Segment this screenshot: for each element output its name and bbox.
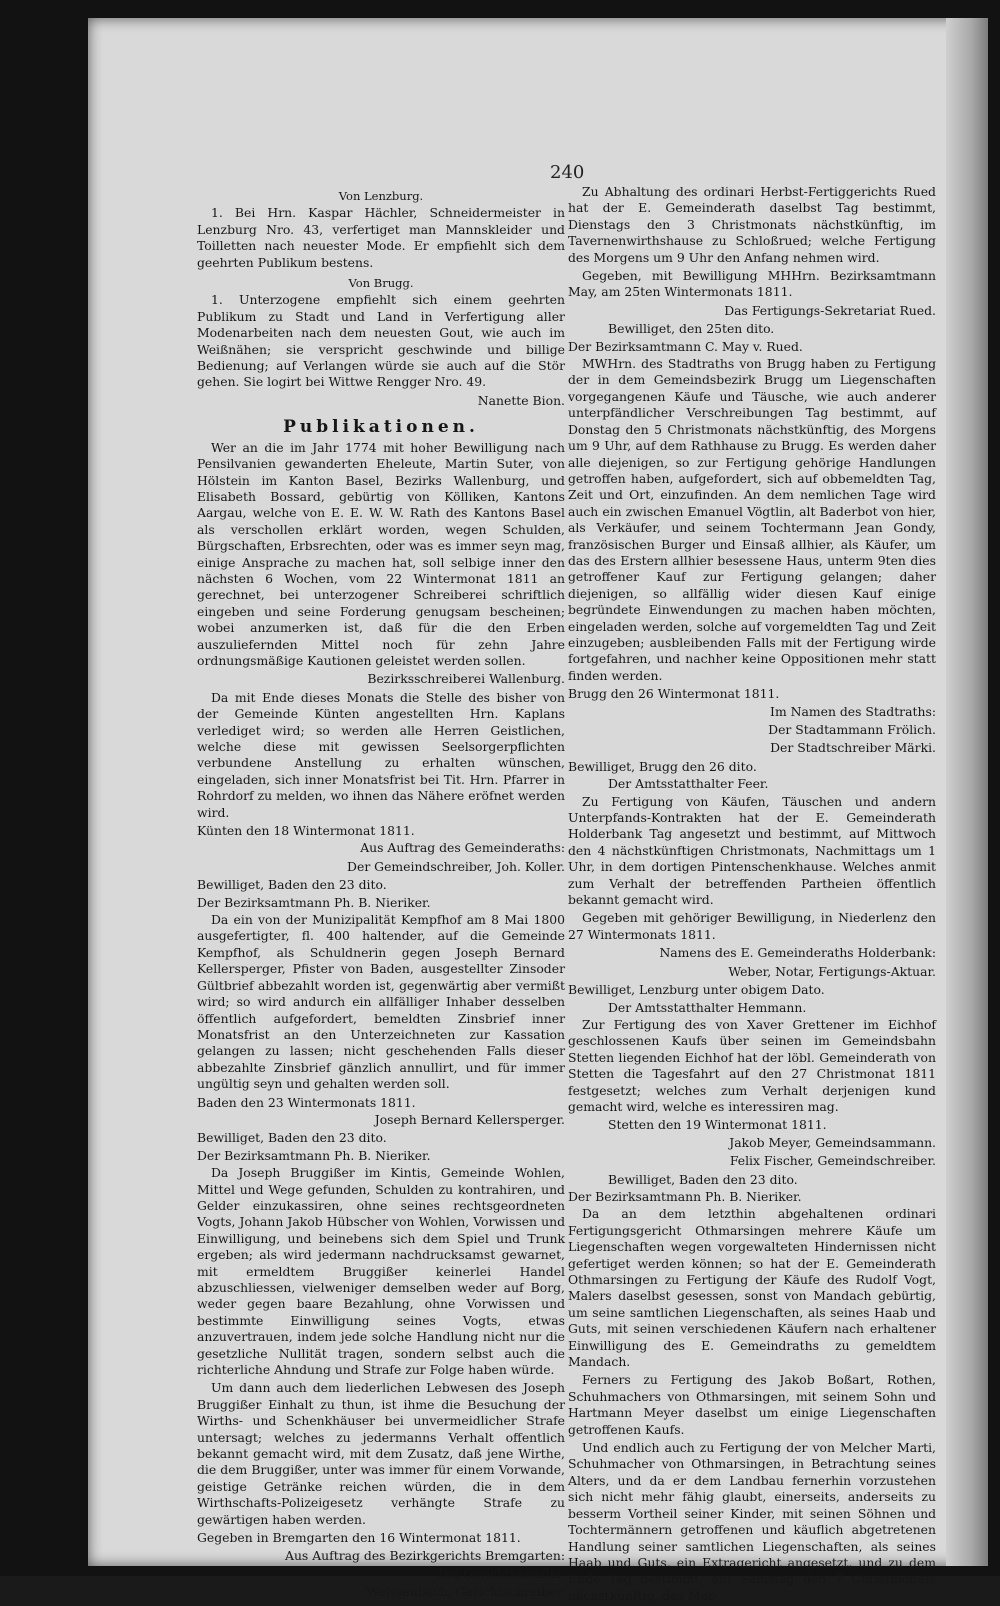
brugg-heading: Von Brugg. [348,276,414,291]
left-column [197,184,565,1603]
kuenten-signature-1: Aus Auftrag des Gemeinderaths: [360,840,565,856]
brugg-approved: Bewilliget, Brugg den 26 dito. [568,758,757,774]
bruggisser-date: Gegeben in Bremgarten den 16 Wintermonat 1811. [197,1530,521,1546]
page-number: 240 [550,162,585,183]
kempfhof-official: Der Bezirksamtmann Ph. B. Nieriker. [197,1147,431,1163]
othmarsingen-notice-3: Und endlich auch zu Fertigung der von Melcher Marti, Schuhmacher von Othmarsingen, in Betrachtung seines Alters, und da er dem Landbau fernerhin vorzustehen sich nicht mehr fähig glaubt, einerseits, anderseits zu besserm Vortheil seiner Kinder, mit seinen Söhnen und Tochtermännern getroffenen und käuflich abgetretenen Handlung seiner samtlichen Liegenschaften, als seines Haab und Guts, ein Extragericht angesetzt, und zu dem Ende Tag bestimmt, auf Samstag den 7 Christmonats nächstkünftig, des Mor- [568,1440,936,1603]
kempfhof-notice: Da ein von der Munizipalität Kempfhof am 8 Mai 1800 ausgefertigter, fl. 400 haltender, auf die Gemeinde Kempfhof, als Schuldnerin gegen Joseph Bernard Kellersperger, Pfister von Baden, ausgestellter Zinsoder Gültbrief abbezahlt worden ist, gegenwärtig aber vermißt wird; so wird andurch ein allfälliger Inhaber desselben öffentlich aufgefordert, bemeldten Zinsbrief inner Monatsfrist an den Unterzeichneten zur Kassation gelangen zu lassen; nicht geschehenden Falls dieser abbezahlte Zinsbrief gänzlich annullirt, und für immer ungültig seyn und gehalten werden soll. [197,912,565,1092]
holderbank-signature-2: Weber, Notar, Fertigungs-Aktuar. [728,963,936,979]
brugg-signature-2: Der Stadtammann Frölich. [768,722,936,737]
kuenten-approved: Bewilliget, Baden den 23 dito. [197,877,387,893]
bruggisser-signature-1: Aus Auftrag des Bezirkgerichts Bremgarten: [285,1547,565,1563]
lenzburg-heading: Von Lenzburg. [338,189,424,203]
holderbank-signature-1: Namens des E. Gemeinderaths Holderbank: [659,945,936,961]
page-fold-edge [946,18,988,1566]
bruggisser-signature-3: Weissenbach, Gerichtschreiber. [366,1584,565,1600]
kempfhof-signature: Joseph Bernard Kellersperger. [374,1111,565,1127]
bruggisser-notice-2: Um dann auch dem liederlichen Lebwesen des Joseph Bruggißer Einhalt zu thun, ist ihme die Besuchung der Wirths- und Schenkhäuser bei unvermeidlicher Strafe untersagt; welches zu jedermanns Verhalt offentlich bekannt gemacht wird, mit dem Zusatz, daß jene Wirthe, die dem Bruggißer, unter was immer für einem Vorwande, geistige Getränke reichen würden, die in dem Wirthschafts-Polizeigesetz verhängte Strafe zu gewärtigen haben werden. [197,1380,565,1527]
stetten-date: Stetten den 19 Wintermonat 1811. [608,1117,827,1133]
holderbank-official: Der Amtsstatthalter Hemmann. [608,999,807,1015]
rued-signature: Das Fertigungs-Sekretariat Rued. [724,302,936,318]
othmarsingen-notice-2: Ferners zu Fertigung des Jakob Boßart, Rothen, Schuhmachers von Othmarsingen, mit seinem Sohn und Hartmann Meyer daselbst um einige Liegenschaften getroffenen Kaufs. [568,1372,936,1437]
brugg-official: Der Amtsstatthalter Feer. [608,776,769,792]
stetten-official: Der Bezirksamtmann Ph. B. Nieriker. [568,1188,802,1204]
kuenten-official: Der Bezirksamtmann Ph. B. Nieriker. [197,894,431,910]
bruggisser-notice-1: Da Joseph Bruggißer im Kintis, Gemeinde Wohlen, Mittel und Wege gefunden, Schulden zu kontrahiren, und Gelder einzukassiren, ohne seines rechtsgeordneten Vogts, Johann Jakob Hübscher von Wohlen, Vorwissen und Einwilligung, und beinebens sich dem Spiel und Trunk ergeben; als wird jedermann nachdrucksamst gewarnet, mit ermeldtem Bruggißer keinerlei Handel abzuschliessen, vielweniger demselben weder auf Borg, weder gegen baare Bezahlung, ohne Vorwissen und bestimmte Einwilligung seines Vogts, etwas anzuvertrauen, indem jede solche Handlung nicht nur die gesetzliche Nullität tragen, sondern selbst auch die richterliche Ahndung und Strafe zur Folge haben würde. [197,1165,565,1378]
stetten-notice: Zur Fertigung des von Xaver Grettener im Eichhof geschlossenen Kaufs über seinen im Gemeindsbahn Stetten liegenden Eichhof hat der löbl. Gemeinderath von Stetten die Tagesfahrt auf den 27 Christmonat 1811 festgesetzt; welches zum Verhalt derjenigen kund gemacht wird, welche es interessiren mag. [568,1016,936,1114]
holderbank-notice: Zu Fertigung von Käufen, Täuschen und andern Unterpfands-Kontrakten hat der E. Gemeinderath Holderbank Tag angesetzt und bestimmt, auf Mittwoch den 4 nächstkünftigen Christmonats, Nachmittags um 1 Uhr, in dem dortigen Pintenschenkhause. Welches anmit zum Verhalt der betreffenden Partheien öffentlich bekannt gemacht wird. [568,793,936,908]
kuenten-notice: Da mit Ende dieses Monats die Stelle des bisher von der Gemeinde Künten angestellten Hrn. Kaplans verlediget wird; so werden alle Herren Geistlichen, welche diese mit gewissen Seelsorgerpflichten verbundene Anstellung zu erhalten wünschen, eingeladen, sich inner Monatsfrist bei Tit. Hrn. Pfarrer in Rohrdorf zu melden, wo ihnen das Nähere eröfnet werden wird. [197,689,565,820]
kuenten-signature-2: Der Gemeindschreiber, Joh. Koller. [347,858,565,874]
stetten-approved: Bewilliget, Baden den 23 dito. [608,1171,798,1187]
brugg-signature-3: Der Stadtschreiber Märki. [770,740,936,756]
rued-notice: Zu Abhaltung des ordinari Herbst-Fertiggerichts Rued hat der E. Gemeinderath daselbst Tag bestimmt, Dienstags den 3 Christmonats nächstkünftig, im Tavernenwirthshause zu Schloßrued; welche Fertigung des Morgens um 9 Uhr den Anfang nehmen wird. [568,184,936,265]
kempfhof-date: Baden den 23 Wintermonats 1811. [197,1094,416,1110]
stetten-signature-2: Felix Fischer, Gemeindschreiber. [729,1153,936,1169]
brugg-ad: 1. Unterzogene empfiehlt sich einem geehrten Publikum zu Stadt und Land in Verfertigung aller Modenarbeiten nach dem neuesten Gout, wie auch im Weißnähen; sie verspricht geschwinde und billige Bedienung; auf Verlangen würde sie auch auf die Stör gehen. Sie logirt bei Wittwe Rengger Nro. 49. [197,292,565,390]
holderbank-approved: Bewilliget, Lenzburg unter obigem Dato. [568,982,825,998]
othmarsingen-notice-1: Da an dem letzthin abgehaltenen ordinari Fertigungsgericht Othmarsingen mehrere Käufe um Liegenschaften wegen vorgewalteten Hindernissen nicht gefertiget werden können; so hat der E. Gemeinderath Othmarsingen zu Fertigung der Käufe des Rudolf Vogt, Malers daselbst gesessen, sonst von Mandach gebürtig, um seine samtlichen Liegenschaften, als seines Haab und Guts, mit seinen verschiedenen Käufern nach erhaltener Einwilligung des E. Gemeindraths zu gemeldtem Mandach. [568,1206,936,1370]
wallenburg-notice: Wer an die im Jahr 1774 mit hoher Bewilligung nach Pensilvanien gewanderten Eheleute, Martin Suter, von Hölstein im Kanton Basel, Bezirks Wallenburg, und Elisabeth Bossard, gebürtig von Kölliken, Kantons Aargau, welche von E. E. W. W. Rath des Kantons Basel als verschollen erklärt worden, wegen Schulden, Bürgschaften, Erbsrechten, oder was es immer seyn mag, einige Ansprache zu machen hat, soll selbige inner den nächsten 6 Wochen, vom 22 Wintermonat 1811 an gerechnet, bei unterzogener Schreiberei schriftlich eingeben und seine Forderung genugsam bescheinen; wobei anzumerken ist, daß für die den Erben auszuliefernden Mittel noch für zehn Jahre ordnungsmäßige Kautionen geleistet werden sollen. [197,439,565,668]
rued-approved: Bewilliget, den 25ten dito. [608,321,775,337]
bruggisser-signature-2: Die Gerichtskanzlei. [437,1565,565,1581]
brugg-signature-1: Im Namen des Stadtraths: [770,703,936,719]
stetten-signature-1: Jakob Meyer, Gemeindsammann. [729,1134,936,1150]
kempfhof-approved: Bewilliget, Baden den 23 dito. [197,1130,387,1146]
right-column [568,184,936,1606]
brugg-ad-signature: Nanette Bion. [477,392,565,408]
brugg-notice: MWHrn. des Stadtraths von Brugg haben zu Fertigung der in dem Gemeindsbezirk Brugg um Liegenschaften vorgegangenen Käufe und Täusche, wie auch anderer unterpfändlicher Verschreibungen Tag bestimmt, auf Donstag den 5 Christmonats nächstkünftig, des Morgens um 9 Uhr, auf dem Rathhause zu Brugg. Es werden daher alle diejenigen, so zur Fertigung gehörige Handlungen getroffen haben, aufgefordert, sich auf obbemeldten Tag, Zeit und Ort, einzufinden. An dem nemlichen Tage wird auch ein zwischen Emanuel Vögtlin, alt Baderbot von hier, als Verkäufer, und seinem Tochtermann Jean Gondy, französischen Burger und Einsaß allhier, als Käufer, um das des Erstern allhier besessene Haus, unterm 9ten dies getroffener Kauf zur Fertigung gelangen; daher diejenigen, so allfällig wider diesen Kauf einige begründete Einwendungen zu machen haben möchten, eingeladen werden, solche auf vorgemeldten Tag und Zeit einzugeben; ausbleibenden Falls mit der Fertigung wirde fortgefahren, und nachher keine Oppositionen mehr statt finden werden. [568,356,936,683]
lenzburg-ad: 1. Bei Hrn. Kaspar Hächler, Schneidermeister in Lenzburg Nro. 43, verfertiget man Mannskleider und Toilletten nach neuester Mode. Er empfiehlt sich dem geehrten Publikum bestens. [197,205,565,270]
rued-official: Der Bezirksamtmann C. May v. Rued. [568,338,803,354]
publications-heading: Publikationen. [283,417,479,438]
holderbank-date: Gegeben mit gehöriger Bewilligung, in Niederlenz den 27 Wintermonats 1811. [568,910,936,942]
rued-date: Gegeben, mit Bewilligung MHHrn. Bezirksamtmann May, am 25ten Wintermonats 1811. [568,268,936,300]
brugg-date: Brugg den 26 Wintermonat 1811. [568,686,780,702]
kuenten-date: Künten den 18 Wintermonat 1811. [197,823,415,839]
wallenburg-signature: Bezirksschreiberei Wallenburg. [367,671,565,687]
